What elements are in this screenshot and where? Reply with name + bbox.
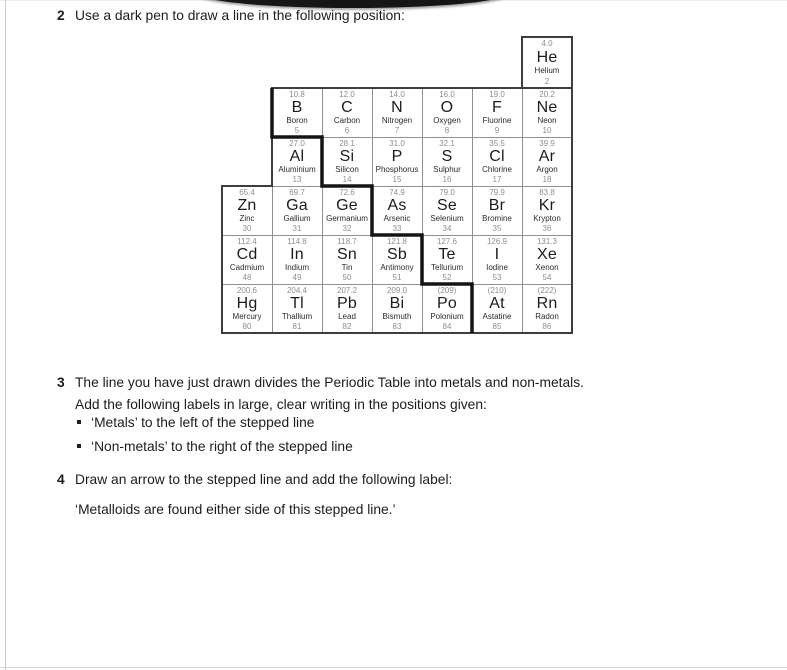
atomic-number: 10 [542,126,552,135]
atomic-number: 13 [292,175,302,184]
element-cell-Ga [272,186,322,235]
atomic-number: 82 [342,322,352,331]
atomic-number: 35 [492,224,502,233]
element-symbol: As [387,197,407,214]
element-symbol: Kr [538,197,556,214]
element-name: Tellurium [430,263,463,272]
element-cell-S [422,137,472,186]
atomic-mass: 209.0 [386,286,408,295]
atomic-number: 9 [494,126,500,135]
atomic-number: 53 [492,273,502,282]
bullet-non-metals-text: ‘Non-metals’ to the right of the stepped line [91,439,353,454]
atomic-mass: 31.0 [389,139,405,148]
element-name: Tin [341,263,353,272]
element-cell-Br [472,186,522,235]
atomic-mass: 112.4 [237,237,257,246]
atomic-number: 86 [542,322,552,331]
atomic-number: 8 [444,126,450,135]
atomic-mass: (209) [437,286,457,295]
element-symbol: In [290,246,304,263]
element-cell-Ar [522,137,572,186]
element-cell-Cd [222,235,272,284]
question-3-bullets [75,414,353,462]
atomic-mass: 200.6 [236,286,258,295]
question-2 [57,7,405,24]
question-4-number: 4 [57,472,65,487]
element-name: Oxygen [433,116,461,125]
element-symbol: Hg [236,295,258,312]
element-name: Mercury [232,312,262,321]
atomic-number: 18 [542,175,552,184]
atomic-number: 48 [242,273,252,282]
element-name: Chlorine [482,165,512,174]
element-symbol: Ne [536,99,558,116]
question-3-number: 3 [57,375,65,390]
question-4-label: ‘Metalloids are found either side of this stepped line.’ [75,502,396,517]
element-symbol: Al [289,148,305,165]
atomic-mass: 12.0 [339,90,355,99]
element-name: Argon [536,165,558,174]
element-symbol: Sn [337,246,357,263]
atomic-number: 83 [392,322,402,331]
element-symbol: Se [437,197,457,214]
bullet-square-icon [77,444,81,448]
element-cell-At [472,284,522,333]
element-cell-Pb [322,284,372,333]
question-4-text: Draw an arrow to the stepped line and add the following label: [75,472,453,487]
element-symbol: Ga [286,197,308,214]
element-name: Carbon [333,116,361,125]
element-cell-Tl [272,284,322,333]
atomic-number: 16 [442,175,452,184]
atomic-mass: 79.0 [439,188,455,197]
element-name: Selenium [430,214,464,223]
atomic-mass: 118.7 [337,237,357,246]
element-name: Sulphur [433,165,461,174]
element-name: Gallium [283,214,311,223]
element-symbol: He [536,48,558,66]
atomic-mass: (210) [487,286,507,295]
atomic-number: 15 [392,175,402,184]
element-cell-Al [272,137,322,186]
element-symbol: Pb [337,295,357,312]
atomic-number: 50 [342,273,352,282]
element-cell-Hg [222,284,272,333]
atomic-number: 30 [242,224,252,233]
element-symbol: Ge [336,197,358,214]
element-cell-I [472,235,522,284]
element-cell-Cl [472,137,522,186]
element-symbol: Te [438,246,456,263]
periodic-table-cells [221,36,575,336]
atomic-mass: (222) [537,286,557,295]
question-2-text: Use a dark pen to draw a line in the following position: [75,8,405,23]
atomic-number: 2 [544,76,550,86]
element-symbol: Cl [489,148,505,165]
element-symbol: Po [437,295,457,312]
element-symbol: S [441,148,453,165]
question-3-line2: Add the following labels in large, clear writing in the positions given: [75,397,487,412]
element-cell-Te [422,235,472,284]
atomic-mass: 27.0 [289,139,305,148]
element-symbol: At [489,295,505,312]
atomic-mass: 72.6 [339,188,355,197]
atomic-mass: 131.3 [536,237,558,246]
atomic-number: 31 [292,224,302,233]
element-cell-O [422,88,472,137]
element-symbol: Tl [290,295,304,312]
element-cell-Ne [522,88,572,137]
element-symbol: Si [339,148,355,165]
element-symbol: N [391,99,403,116]
atomic-number: 14 [342,175,352,184]
element-symbol: B [291,99,303,116]
question-2-number: 2 [57,8,65,23]
atomic-number: 34 [442,224,452,233]
element-name: Phosphorus [375,165,419,174]
element-symbol: P [391,148,403,165]
atomic-mass: 32.1 [439,139,455,148]
bullet-square-icon [77,420,81,424]
element-symbol: Bi [389,295,405,312]
element-name: Cadmium [229,263,265,272]
atomic-number: 80 [242,322,252,331]
element-name: Zinc [239,214,255,223]
atomic-mass: 204.4 [286,286,308,295]
bullet-metals-text: ‘Metals’ to the left of the stepped line [91,415,315,430]
element-name: Arsenic [383,214,411,223]
page-left-edge [5,0,6,670]
element-name: Xenon [535,263,559,272]
element-symbol: Zn [237,197,257,214]
element-cell-Kr [522,186,572,235]
element-symbol: Rn [536,295,558,312]
question-3-line1: The line you have just drawn divides the Periodic Table into metals and non-metals. [75,375,584,390]
element-cell-F [472,88,522,137]
element-name: Antimony [380,263,414,272]
element-name: Iodine [486,263,508,272]
atomic-mass: 28.1 [339,139,355,148]
atomic-number: 84 [442,322,452,331]
element-cell-Sn [322,235,372,284]
periodic-table [221,36,575,336]
element-symbol: F [492,99,502,116]
element-cell-Po [422,284,472,333]
element-symbol: Ar [538,148,556,165]
atomic-mass: 74.9 [389,188,405,197]
element-cell-P [372,137,422,186]
atomic-mass: 65.4 [239,188,255,197]
element-cell-Bi [372,284,422,333]
atomic-number: 32 [342,224,352,233]
question-3-text [75,374,584,413]
element-cell-Xe [522,235,572,284]
atomic-mass: 14.0 [389,90,405,99]
element-name: Helium [534,66,560,76]
atomic-mass: 20.2 [539,90,555,99]
element-name: Nitrogen [381,116,413,125]
element-name: Krypton [533,214,561,223]
element-symbol: Cd [236,246,258,263]
element-symbol: Xe [537,246,557,263]
element-symbol: O [440,99,454,116]
element-symbol: I [494,246,500,263]
atomic-mass: 19.0 [489,90,505,99]
element-name: Aluminium [278,165,316,174]
atomic-number: 54 [542,273,552,282]
element-symbol: C [341,99,353,116]
bullet-item-non-metals [75,438,353,462]
question-4-label-line [75,501,396,518]
atomic-number: 49 [292,273,302,282]
atomic-mass: 207.2 [336,286,358,295]
element-name: Indium [284,263,309,272]
element-name: Bromine [482,214,512,223]
atomic-mass: 126.9 [486,237,508,246]
element-cell-Rn [522,284,572,333]
element-name: Radon [535,312,559,321]
atomic-mass: 79.9 [489,188,505,197]
question-4 [57,471,452,488]
element-name: Fluorine [482,116,512,125]
atomic-mass: 121.8 [386,237,408,246]
element-cell-He [522,37,572,88]
element-name: Astatine [482,312,512,321]
atomic-mass: 35.5 [489,139,505,148]
element-name: Thallium [281,312,313,321]
atomic-mass: 83.8 [539,188,555,197]
element-name: Boron [286,116,308,125]
atomic-mass: 10.8 [289,90,305,99]
element-cell-Ge [322,186,372,235]
element-cell-N [372,88,422,137]
atomic-number: 17 [492,175,502,184]
element-cell-C [322,88,372,137]
atomic-number: 81 [292,322,302,331]
element-cell-B [272,88,322,137]
atomic-number: 33 [392,224,402,233]
element-symbol: Br [488,197,506,214]
element-cell-As [372,186,422,235]
atomic-number: 7 [394,126,400,135]
element-symbol: Sb [387,246,407,263]
atomic-number: 52 [442,273,452,282]
atomic-mass: 114.8 [287,237,307,246]
atomic-number: 51 [392,273,402,282]
atomic-number: 5 [294,126,300,135]
element-cell-In [272,235,322,284]
element-name: Neon [537,116,557,125]
atomic-mass: 4.0 [541,39,553,48]
element-name: Polonium [430,312,464,321]
question-3 [57,374,584,413]
page-bottom-edge [0,667,787,668]
bullet-item-metals [75,414,353,438]
element-name: Germanium [326,214,368,223]
element-cell-Zn [222,186,272,235]
atomic-mass: 127.6 [436,237,458,246]
atomic-mass: 16.0 [439,90,455,99]
element-cell-Si [322,137,372,186]
element-name: Silicon [335,165,359,174]
element-name: Bismuth [382,312,412,321]
element-cell-Se [422,186,472,235]
atomic-number: 6 [344,126,350,135]
atomic-mass: 69.7 [289,188,305,197]
element-cell-Sb [372,235,422,284]
atomic-mass: 39.9 [539,139,555,148]
atomic-number: 36 [542,224,552,233]
element-name: Lead [338,312,356,321]
atomic-number: 85 [492,322,502,331]
